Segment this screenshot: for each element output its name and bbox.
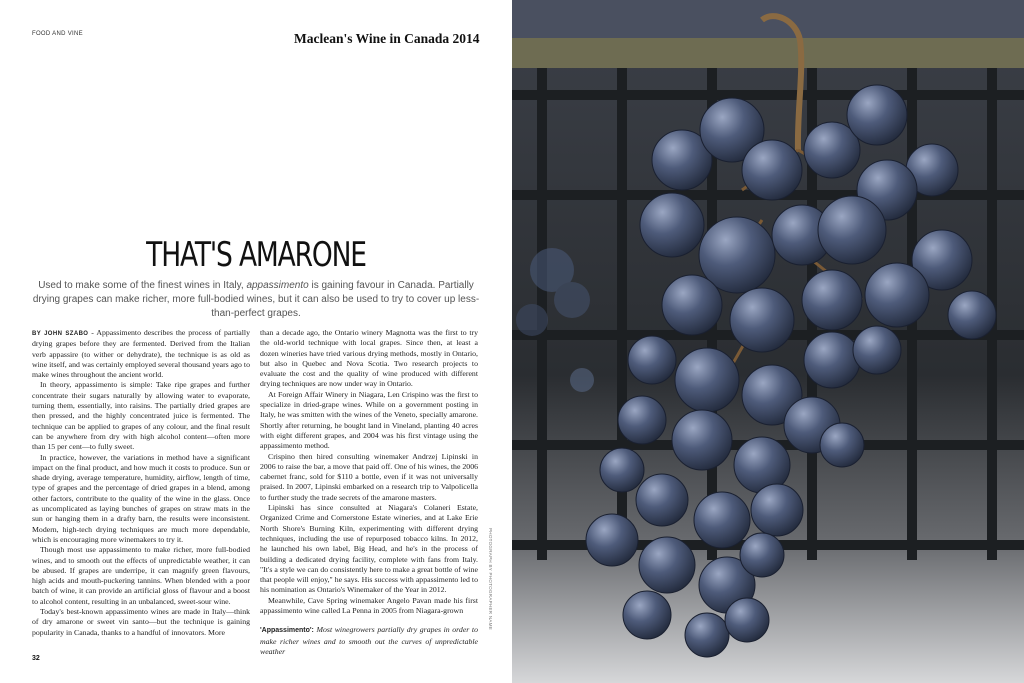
article-headline: THAT'S AMARONE [146, 235, 366, 275]
paragraph: Though most use appassimento to make richer, more full-bodied wines, and to smooth out the effects of unpredictable weather, it can be abused. If grapes are underripe, it can magnify green flavours, high acids and mouth-puckering tannins. When blended with a poor batch of wine, it can provide an artificial gloss of flavour and a boost to alcohol content, resulting in an unbalanced, sweet-sour wine. [32, 545, 250, 606]
paragraph: Lipinski has since consulted at Niagara's Colaneri Estate, Organized Crime and Cornerstone Estate wineries, and at Lake Erie North Shore's Burning Kiln, experimenting with different drying techniques, including the use of repurposed tobacco kilns. In 2012, he launched his own label, Big Head, and he's in the process of building a dedicated drying facility, complete with fans from Italy. "It's a style we can do consistently here to make a great bottle of wine that people will enjoy," he says. His success with appassimento led to his nomination as Ontario's Winemaker of the Year in 2012. [260, 503, 478, 595]
photo-caption [260, 625, 478, 657]
photo-credit: PHOTOGRAPH BY PHOTOGRAPHER NAME [488, 528, 493, 631]
dek-text: Used to make some of the finest wines in Italy, [38, 280, 247, 291]
paragraph: At Foreign Affair Winery in Niagara, Len Crispino was the first to specialize in dried-grape wines. While on a government posting in Italy, he was smitten with the wines of the Veneto, specially amarone. Shortly after returning, he bought land in Vineland, planting 40 acres with eight different grapes, and 2004 was his first vintage using the appassimento method. [260, 389, 478, 451]
paragraph-text: - Appassimento describes the process of partially drying grapes before they are fermented. Derived from the Italian verb appassire (to wither or dehydrate), the technique is as old as wine itself, and was certainly employed several thousand years ago to make wines throughout the ancient world. [32, 328, 250, 380]
paragraph: than a decade ago, the Ontario winery Magnotta was the first to try the old-world technique with local grapes. Since then, at least a dozen wineries have tried various drying methods, mostly in Ontario, but also in Quebec and Nova Scotia. Two research projects to evaluate the cost and the quality of wine produced with different drying techniques are now under way in Ontario. [260, 328, 478, 389]
dek-italic: appassimento [246, 280, 309, 291]
paragraph [32, 328, 250, 380]
grape-photo [512, 0, 1024, 683]
dek-text-continued: is gaining favour in Canada. Partially drying grapes can make richer, more full-bodied wines, but it can also be used to try to cover up less-than-perfect grapes. [32, 280, 480, 319]
paragraph: In theory, appassimento is simple: Take ripe grapes and further concentrate their sugars naturally by allowing water to evaporate, turning them, essentially, into raisins. The partially dried grapes are then pressed, and the highly concentrated juice is fermented. The technique can be applied to grapes of any colour, and the final result can be anywhere from dry with high alcohol content—often more than 15 per cent—to fully sweet. [32, 380, 250, 452]
paragraph: Today's best-known appassimento wines are made in Italy—think of dry amarone or sweet vin santo—but the technique is gaining popularity in Canada, thanks to a handful of innovators. More [32, 607, 250, 637]
paragraph: Crispino then hired consulting winemaker Andrzej Lipinski in 2006 to raise the bar, a move that paid off. One of his wines, the 2006 cabernet franc, sold for $110 a bottle, even if it was not universally praised. In 2007, Lipinski embarked on a research trip to Valpolicella to further study the trade secrets of the amarone masters. [260, 451, 478, 502]
crate-top-edge [512, 38, 1024, 68]
page-number: 32 [32, 655, 40, 662]
article-dek [30, 279, 482, 321]
article-column-2 [260, 328, 478, 656]
byline: BY JOHN SZABO [32, 331, 89, 337]
section-label: FOOD AND VINE [32, 31, 83, 37]
article-column-1 [32, 328, 250, 638]
paragraph: Meanwhile, Cave Spring winemaker Angelo Pavan made his first appassimento wine called La Penna in 2005 from Niagara-grown [260, 595, 478, 616]
grape-photo-illustration [512, 0, 1024, 683]
background-grapes-blur [512, 0, 1024, 42]
caption-label: 'Appassimento': [260, 627, 314, 635]
paragraph: In practice, however, the variations in method have a significant impact on the final product, and how much it costs to produce. Sun or shade drying, average temperature, humidity, airflow, length of time, type of grapes and the percentage of dried grapes in a blend, among other factors, contribute to the quality of the wine in the glass. Once as uncomplicated as laying bunches of grapes on straw mats in the sun or hanging them in a drafty barn, the results were inconsistent. Modern, high-tech drying techniques are much more dependable, which is encouraging more winemakers to try it. [32, 452, 250, 544]
caption-text: Most winegrowers partially dry grapes in order to make richer wines and to smooth out the curves of unpredictable weather [260, 625, 478, 656]
magazine-title: Maclean's Wine in Canada 2014 [294, 31, 480, 46]
